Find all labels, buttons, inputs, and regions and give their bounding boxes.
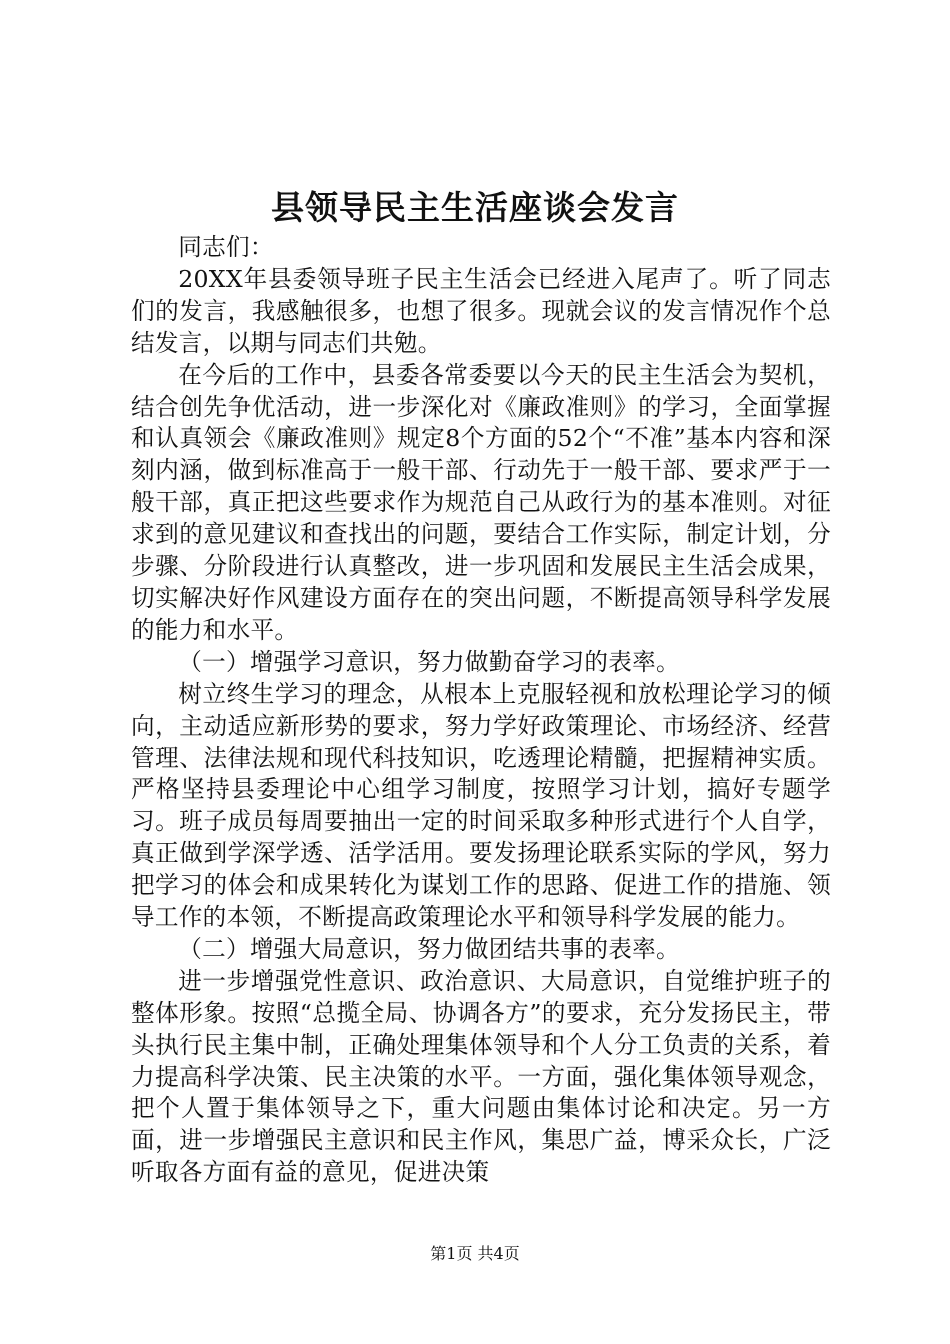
section-heading: （一）增强学习意识，努力做勤奋学习的表率。 — [178, 647, 680, 676]
salutation-paragraph: 同志们： — [178, 233, 274, 261]
body-paragraph: 在今后的工作中，县委各常委要以今天的民主生活会为契机，结合创先争优活动，进一步深化对《廉政准则》的学习，全面掌握和认真领会《廉政准则》规定8个方面的52个“不准”基本内容和深刻内涵，做到标准高于一般干部、行动先于一般干部、要求严于一般干部，真正把这些要求作为规范自己从政行为的基本准则。对征求到的意见建议和查找出的问题，要结合工作实际，制定计划，分步骤、分阶段进行认真整改，进一步巩固和发展民主生活会成果，切实解决好作风建设方面存在的突出问题，不断提高领导科学发展的能力和水平。 — [131, 360, 831, 644]
document-body — [131, 232, 831, 1189]
body-paragraph: 树立终生学习的理念，从根本上克服轻视和放松理论学习的倾向，主动适应新形势的要求，努力学好政策理论、市场经济、经营管理、法律法规和现代科技知识，吃透理论精髓，把握精神实质。严格坚持县委理论中心组学习制度，按照学习计划，搞好专题学习。班子成员每周要抽出一定的时间采取多种形式进行个人自学，真正做到学深学透、活学活用。要发扬理论联系实际的学风，努力把学习的体会和成果转化为谋划工作的思路、促进工作的措施、领导工作的本领，不断提高政策理论水平和领导科学发展的能力。 — [131, 679, 831, 932]
body-paragraph: 20XX年县委领导班子民主生活会已经进入尾声了。听了同志们的发言，我感触很多，也想了很多。现就会议的发言情况作个总结发言，以期与同志们共勉。 — [131, 264, 831, 357]
page-footer: 第1页 共4页 — [430, 1244, 520, 1263]
body-paragraph: 进一步增强党性意识、政治意识、大局意识，自觉维护班子的整体形象。按照“总揽全局、协调各方”的要求，充分发扬民主，带头执行民主集中制，正确处理集体领导和个人分工负责的关系，着力提高科学决策、民主决策的水平。一方面，强化集体领导观念，把个人置于集体领导之下，重大问题由集体讨论和决定。另一方面，进一步增强民主意识和民主作风，集思广益，博采众长，广泛听取各方面有益的意见，促进决策 — [131, 966, 831, 1187]
document-title: 县领导民主生活座谈会发言 — [271, 188, 679, 227]
section-heading: （二）增强大局意识，努力做团结共事的表率。 — [178, 934, 680, 963]
